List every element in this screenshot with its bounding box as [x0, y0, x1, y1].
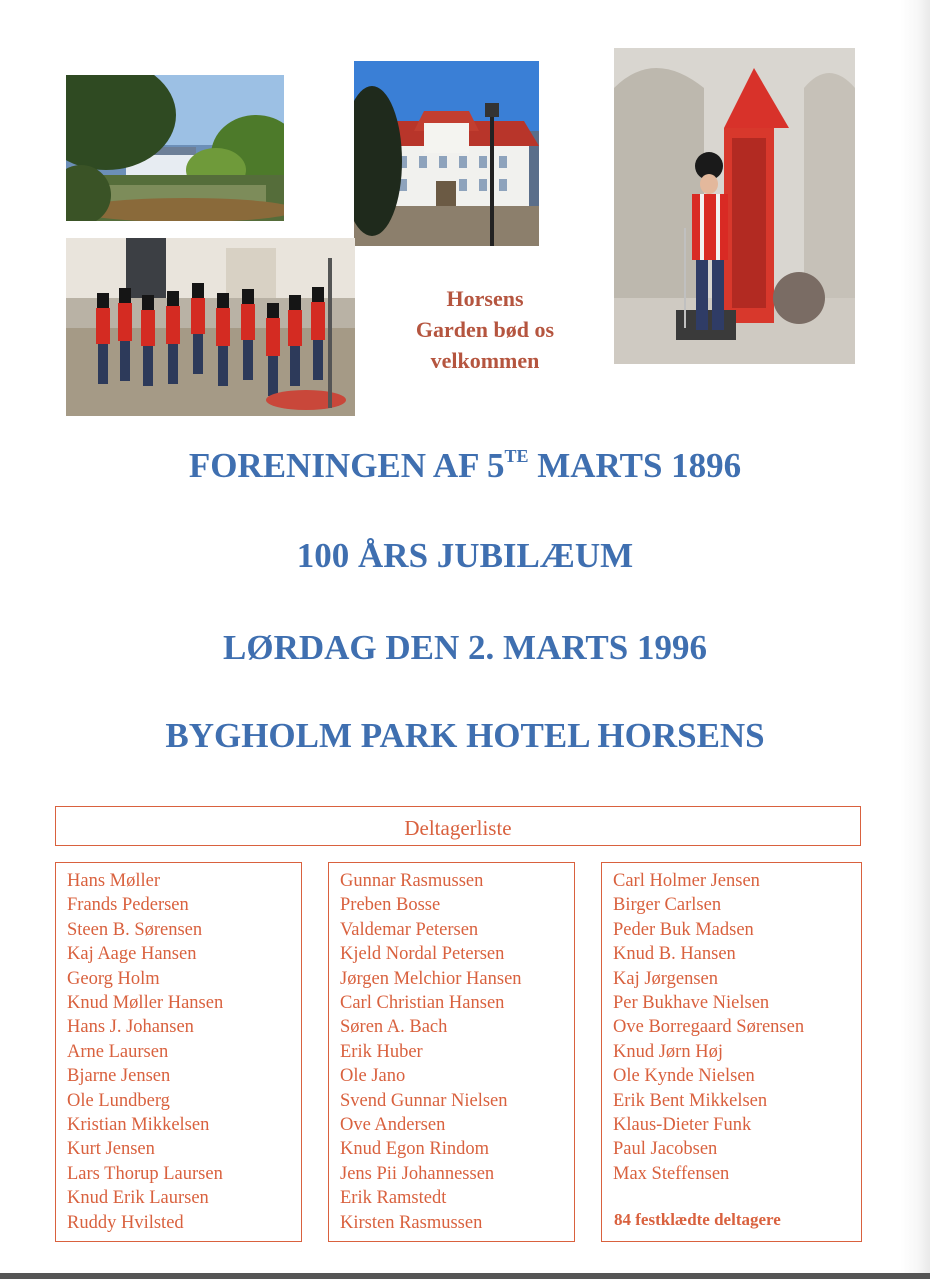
participant-list	[329, 863, 574, 1235]
participant-name: Svend Gunnar Nielsen	[340, 1090, 508, 1111]
participant-name: Hans J. Johansen	[67, 1017, 194, 1038]
participant-name: Kristian Mikkelsen	[67, 1115, 210, 1136]
participant-name: Knud B. Hansen	[613, 944, 736, 965]
participant-column-3	[601, 862, 862, 1242]
participant-name: Ole Lundberg	[67, 1090, 170, 1111]
caption-line-3: velkommen	[430, 348, 540, 373]
participant-name: Kaj Jørgensen	[613, 968, 718, 989]
participant-list-title: Deltagerliste	[404, 816, 512, 840]
participant-name: Georg Holm	[67, 968, 160, 989]
participant-name: Erik Bent Mikkelsen	[613, 1090, 768, 1111]
participant-name: Erik Ramstedt	[340, 1188, 447, 1209]
participant-name: Valdemar Petersen	[340, 919, 479, 940]
caption-line-1: Horsens	[446, 286, 524, 311]
participant-name: Carl Holmer Jensen	[613, 871, 760, 891]
guard-band-photo	[66, 238, 355, 416]
participant-name: Jørgen Melchior Hansen	[340, 968, 522, 989]
participant-name: Arne Laursen	[67, 1041, 169, 1062]
participant-list	[56, 863, 301, 1235]
participant-name: Kurt Jensen	[67, 1139, 155, 1160]
heading-date: LØRDAG DEN 2. MARTS 1996	[223, 628, 707, 667]
heading-venue: BYGHOLM PARK HOTEL HORSENS	[165, 716, 765, 755]
participant-name: Ove Borregaard Sørensen	[613, 1017, 805, 1038]
participant-name: Lars Thorup Laursen	[67, 1163, 223, 1184]
participant-name: Klaus-Dieter Funk	[613, 1115, 752, 1136]
participant-name: Kaj Aage Hansen	[67, 944, 197, 965]
participant-name: Peder Buk Madsen	[613, 919, 754, 940]
participant-name: Knud Erik Laursen	[67, 1188, 209, 1209]
participant-name: Carl Christian Hansen	[340, 993, 505, 1014]
participant-name: Erik Huber	[340, 1041, 423, 1062]
participant-name: Kjeld Nordal Petersen	[340, 944, 505, 965]
heading-association-main: FORENINGEN AF 5	[188, 446, 505, 485]
manor-house-photo	[354, 61, 539, 246]
participant-name: Paul Jacobsen	[613, 1139, 718, 1160]
participant-name: Preben Bosse	[340, 895, 441, 916]
park-lake-photo	[66, 75, 284, 221]
heading-association	[0, 446, 930, 486]
participant-name: Max Steffensen	[613, 1163, 730, 1184]
participant-name: Ruddy Hvilsted	[67, 1212, 184, 1233]
participant-name: Ole Kynde Nielsen	[613, 1066, 755, 1087]
participant-name: Bjarne Jensen	[67, 1066, 171, 1087]
participant-count: 84 festklædte deltagere	[614, 1210, 781, 1229]
heading-association-superscript: TE	[504, 446, 529, 466]
participant-name: Knud Egon Rindom	[340, 1139, 490, 1160]
participant-name: Frands Pedersen	[67, 895, 189, 916]
participant-name: Gunnar Rasmussen	[340, 871, 484, 891]
participant-name: Ole Jano	[340, 1066, 406, 1087]
participant-name: Ove Andersen	[340, 1115, 446, 1136]
participant-list	[602, 863, 861, 1186]
participant-name: Knud Jørn Høj	[613, 1041, 723, 1062]
participant-name: Jens Pii Johannessen	[340, 1163, 495, 1184]
photo-caption	[380, 283, 590, 376]
participant-name: Søren A. Bach	[340, 1017, 448, 1038]
participant-name: Per Bukhave Nielsen	[613, 993, 770, 1014]
caption-line-2: Garden bød os	[415, 317, 555, 342]
participant-name: Knud Møller Hansen	[67, 993, 224, 1014]
scan-bottom-edge	[0, 1273, 930, 1279]
participant-name: Birger Carlsen	[613, 895, 722, 916]
heading-association-year: MARTS 1896	[528, 446, 742, 485]
participant-column-2	[328, 862, 575, 1242]
participant-name: Steen B. Sørensen	[67, 919, 203, 940]
participant-name: Hans Møller	[67, 871, 160, 891]
guard-sentry-box-photo	[614, 48, 855, 364]
participant-column-1	[55, 862, 302, 1242]
participant-name: Kirsten Rasmussen	[340, 1212, 483, 1233]
heading-jubilee: 100 ÅRS JUBILÆUM	[296, 536, 634, 575]
